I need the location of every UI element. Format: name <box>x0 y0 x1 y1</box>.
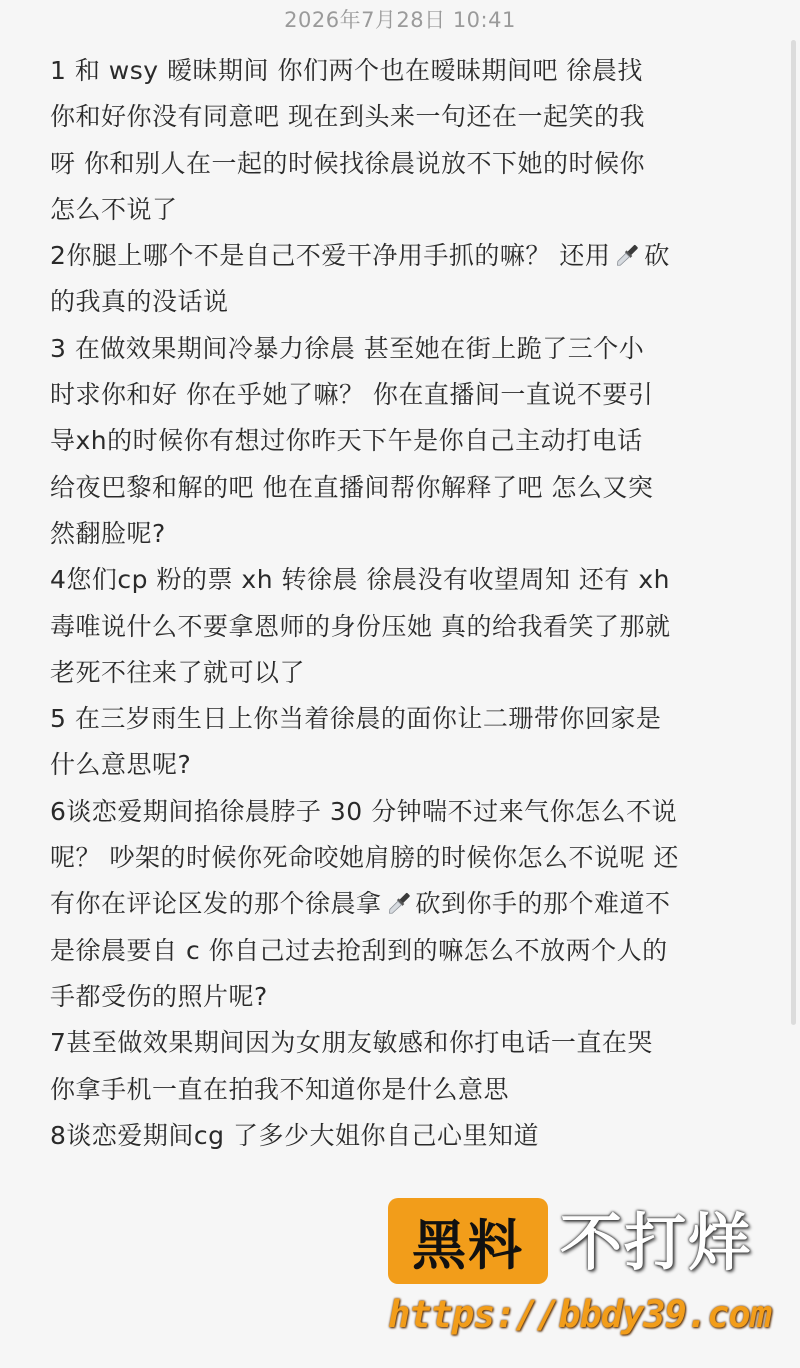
note-text: 呢？ 吵架的时候你死命咬她肩膀的时候你怎么不说呢 还 <box>50 843 679 873</box>
note-text: 是徐晨要自 c 你自己过去抢刮到的嘛怎么不放两个人的 <box>50 935 668 965</box>
note-line <box>50 48 766 94</box>
note-text: 5 在三岁雨生日上你当着徐晨的面你让二珊带你回家是 <box>50 704 662 734</box>
note-text: 的我真的没话说 <box>50 287 229 317</box>
note-line <box>50 1020 766 1066</box>
note-line <box>50 511 766 557</box>
note-text: 时求你和好 你在乎她了嘛？ 你在直播间一直说不要引 <box>50 380 654 410</box>
watermark-text: 不打烊 <box>560 1206 753 1279</box>
note-line <box>50 372 766 418</box>
note-text: 你和好你没有同意吧 现在到头来一句还在一起笑的我 <box>50 102 645 132</box>
note-text: 什么意思呢? <box>50 750 192 780</box>
note-text: 你拿手机一直在拍我不知道你是什么意思 <box>50 1074 510 1104</box>
note-text: 毒唯说什么不要拿恩师的身份压她 真的给我看笑了那就 <box>50 611 671 641</box>
note-text: 砍到你手的那个难道不 <box>415 889 671 919</box>
note-text: 手都受伤的照片呢? <box>50 981 268 1011</box>
scrollbar[interactable] <box>791 40 796 1025</box>
note-text: 有你在评论区发的那个徐晨拿 <box>50 889 382 919</box>
note-text: 给夜巴黎和解的吧 他在直播间帮你解释了吧 怎么又突 <box>50 472 654 502</box>
note-line <box>50 881 766 927</box>
note-text: 7甚至做效果期间因为女朋友敏感和你打电话一直在哭 <box>50 1028 653 1058</box>
note-line <box>50 742 766 788</box>
watermark-url: https://bbdy39.com <box>388 1293 771 1336</box>
note-line <box>50 418 766 464</box>
knife-icon <box>612 239 642 269</box>
note-text: 4您们cp 粉的票 xh 转徐晨 徐晨没有收望周知 还有 xh <box>50 565 670 595</box>
note-line <box>50 141 766 187</box>
note-text: 砍 <box>644 241 670 271</box>
note-text: 然翻脸呢? <box>50 518 166 548</box>
note-text: 3 在做效果期间冷暴力徐晨 甚至她在街上跪了三个小 <box>50 333 645 363</box>
knife-icon <box>384 887 414 917</box>
note-line <box>50 187 766 233</box>
watermark <box>388 1198 778 1348</box>
note-line <box>50 650 766 696</box>
note-line <box>50 604 766 650</box>
watermark-badge: 黑料 <box>388 1198 548 1284</box>
note-timestamp: 2026年7月28日 10:41 <box>284 8 516 32</box>
note-text: 6谈恋爱期间掐徐晨脖子 30 分钟喘不过来气你怎么不说 <box>50 796 678 826</box>
note-line <box>50 1067 766 1113</box>
note-line <box>50 696 766 742</box>
note-text: 1 和 wsy 暧昧期间 你们两个也在暧昧期间吧 徐晨找 <box>50 56 643 85</box>
note-line <box>50 94 766 140</box>
note-line <box>50 974 766 1020</box>
note-line <box>50 557 766 603</box>
note-line <box>50 789 766 835</box>
note-text: 呀 你和别人在一起的时候找徐晨说放不下她的时候你 <box>50 148 645 178</box>
note-text: 导xh的时候你有想过你昨天下午是你自己主动打电话 <box>50 426 643 456</box>
note-line <box>50 1113 766 1159</box>
note-text: 2你腿上哪个不是自己不爱干净用手抓的嘛？ 还用 <box>50 241 611 271</box>
note-line <box>50 326 766 372</box>
note-text: 怎么不说了 <box>50 194 178 224</box>
note-line <box>50 279 766 325</box>
note-text: 老死不往来了就可以了 <box>50 657 306 687</box>
note-line <box>50 233 766 279</box>
note-line <box>50 465 766 511</box>
note-body[interactable] <box>50 48 766 1159</box>
note-line <box>50 835 766 881</box>
note-line <box>50 928 766 974</box>
note-text: 8谈恋爱期间cg 了多少大姐你自己心里知道 <box>50 1120 539 1150</box>
